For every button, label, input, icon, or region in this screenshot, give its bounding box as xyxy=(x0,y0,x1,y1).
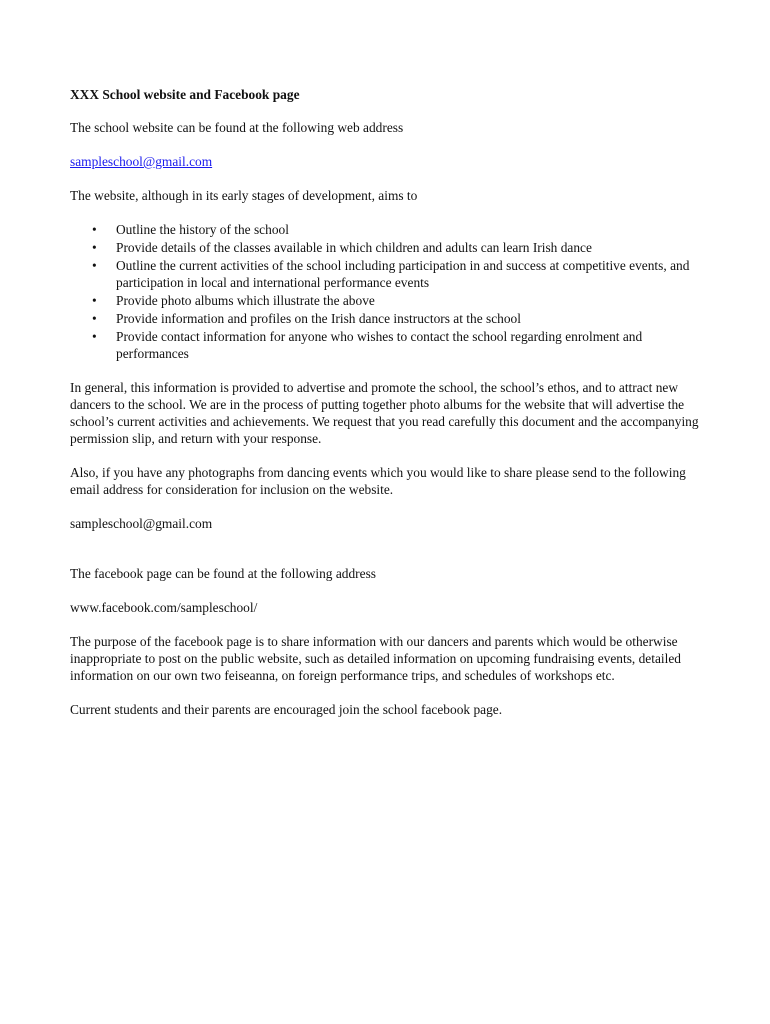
website-intro: The school website can be found at the following web address xyxy=(70,120,404,135)
document-title: XXX School website and Facebook page xyxy=(70,87,300,102)
list-item: • Outline the history of the school xyxy=(92,222,289,237)
bullet-icon: • xyxy=(92,240,97,255)
general-paragraph: In general, this information is provided to advertise and promote the school, the school’s ethos, and to attract new dancers to the school. We are in the process of putting together photo albums for the website that will advertise the school’s current activities and achievements. We request that you read carefully this document and the accompanying permission slip, and return with your response. xyxy=(70,380,699,446)
bullet-icon: • xyxy=(92,258,97,273)
list-item: • Provide information and profiles on the Irish dance instructors at the school xyxy=(92,311,521,326)
photos-email: sampleschool@gmail.com xyxy=(70,516,213,531)
bullet-icon: • xyxy=(92,329,97,344)
closing-paragraph: Current students and their parents are encouraged join the school facebook page. xyxy=(70,702,503,717)
aims-intro: The website, although in its early stages of development, aims to xyxy=(70,188,418,203)
document-page xyxy=(70,86,710,735)
facebook-purpose: The purpose of the facebook page is to share information with our dancers and parents which would be otherwise inappropriate to post on the public website, such as detailed information on upcoming fundraising events, detailed information on our own two feiseanna, on foreign performance trips, and schedules of workshops etc. xyxy=(70,634,681,683)
aims-list xyxy=(70,221,710,362)
facebook-intro: The facebook page can be found at the following address xyxy=(70,566,377,581)
bullet-icon: • xyxy=(92,311,97,326)
list-item: • Provide details of the classes available in which children and adults can learn Irish dance xyxy=(92,240,592,255)
bullet-icon: • xyxy=(92,293,97,308)
bullet-icon: • xyxy=(92,222,97,237)
website-link[interactable]: sampleschool@gmail.com xyxy=(70,154,213,169)
list-item: • Outline the current activities of the school including participation in and success at competitive events, and participation in local and international performance events xyxy=(92,258,690,290)
photos-paragraph: Also, if you have any photographs from dancing events which you would like to share please send to the following email address for consideration for inclusion on the website. xyxy=(70,465,686,497)
facebook-url: www.facebook.com/sampleschool/ xyxy=(70,600,258,615)
list-item: • Provide contact information for anyone who wishes to contact the school regarding enrolment and performances xyxy=(92,329,643,361)
list-item: • Provide photo albums which illustrate the above xyxy=(92,293,375,308)
